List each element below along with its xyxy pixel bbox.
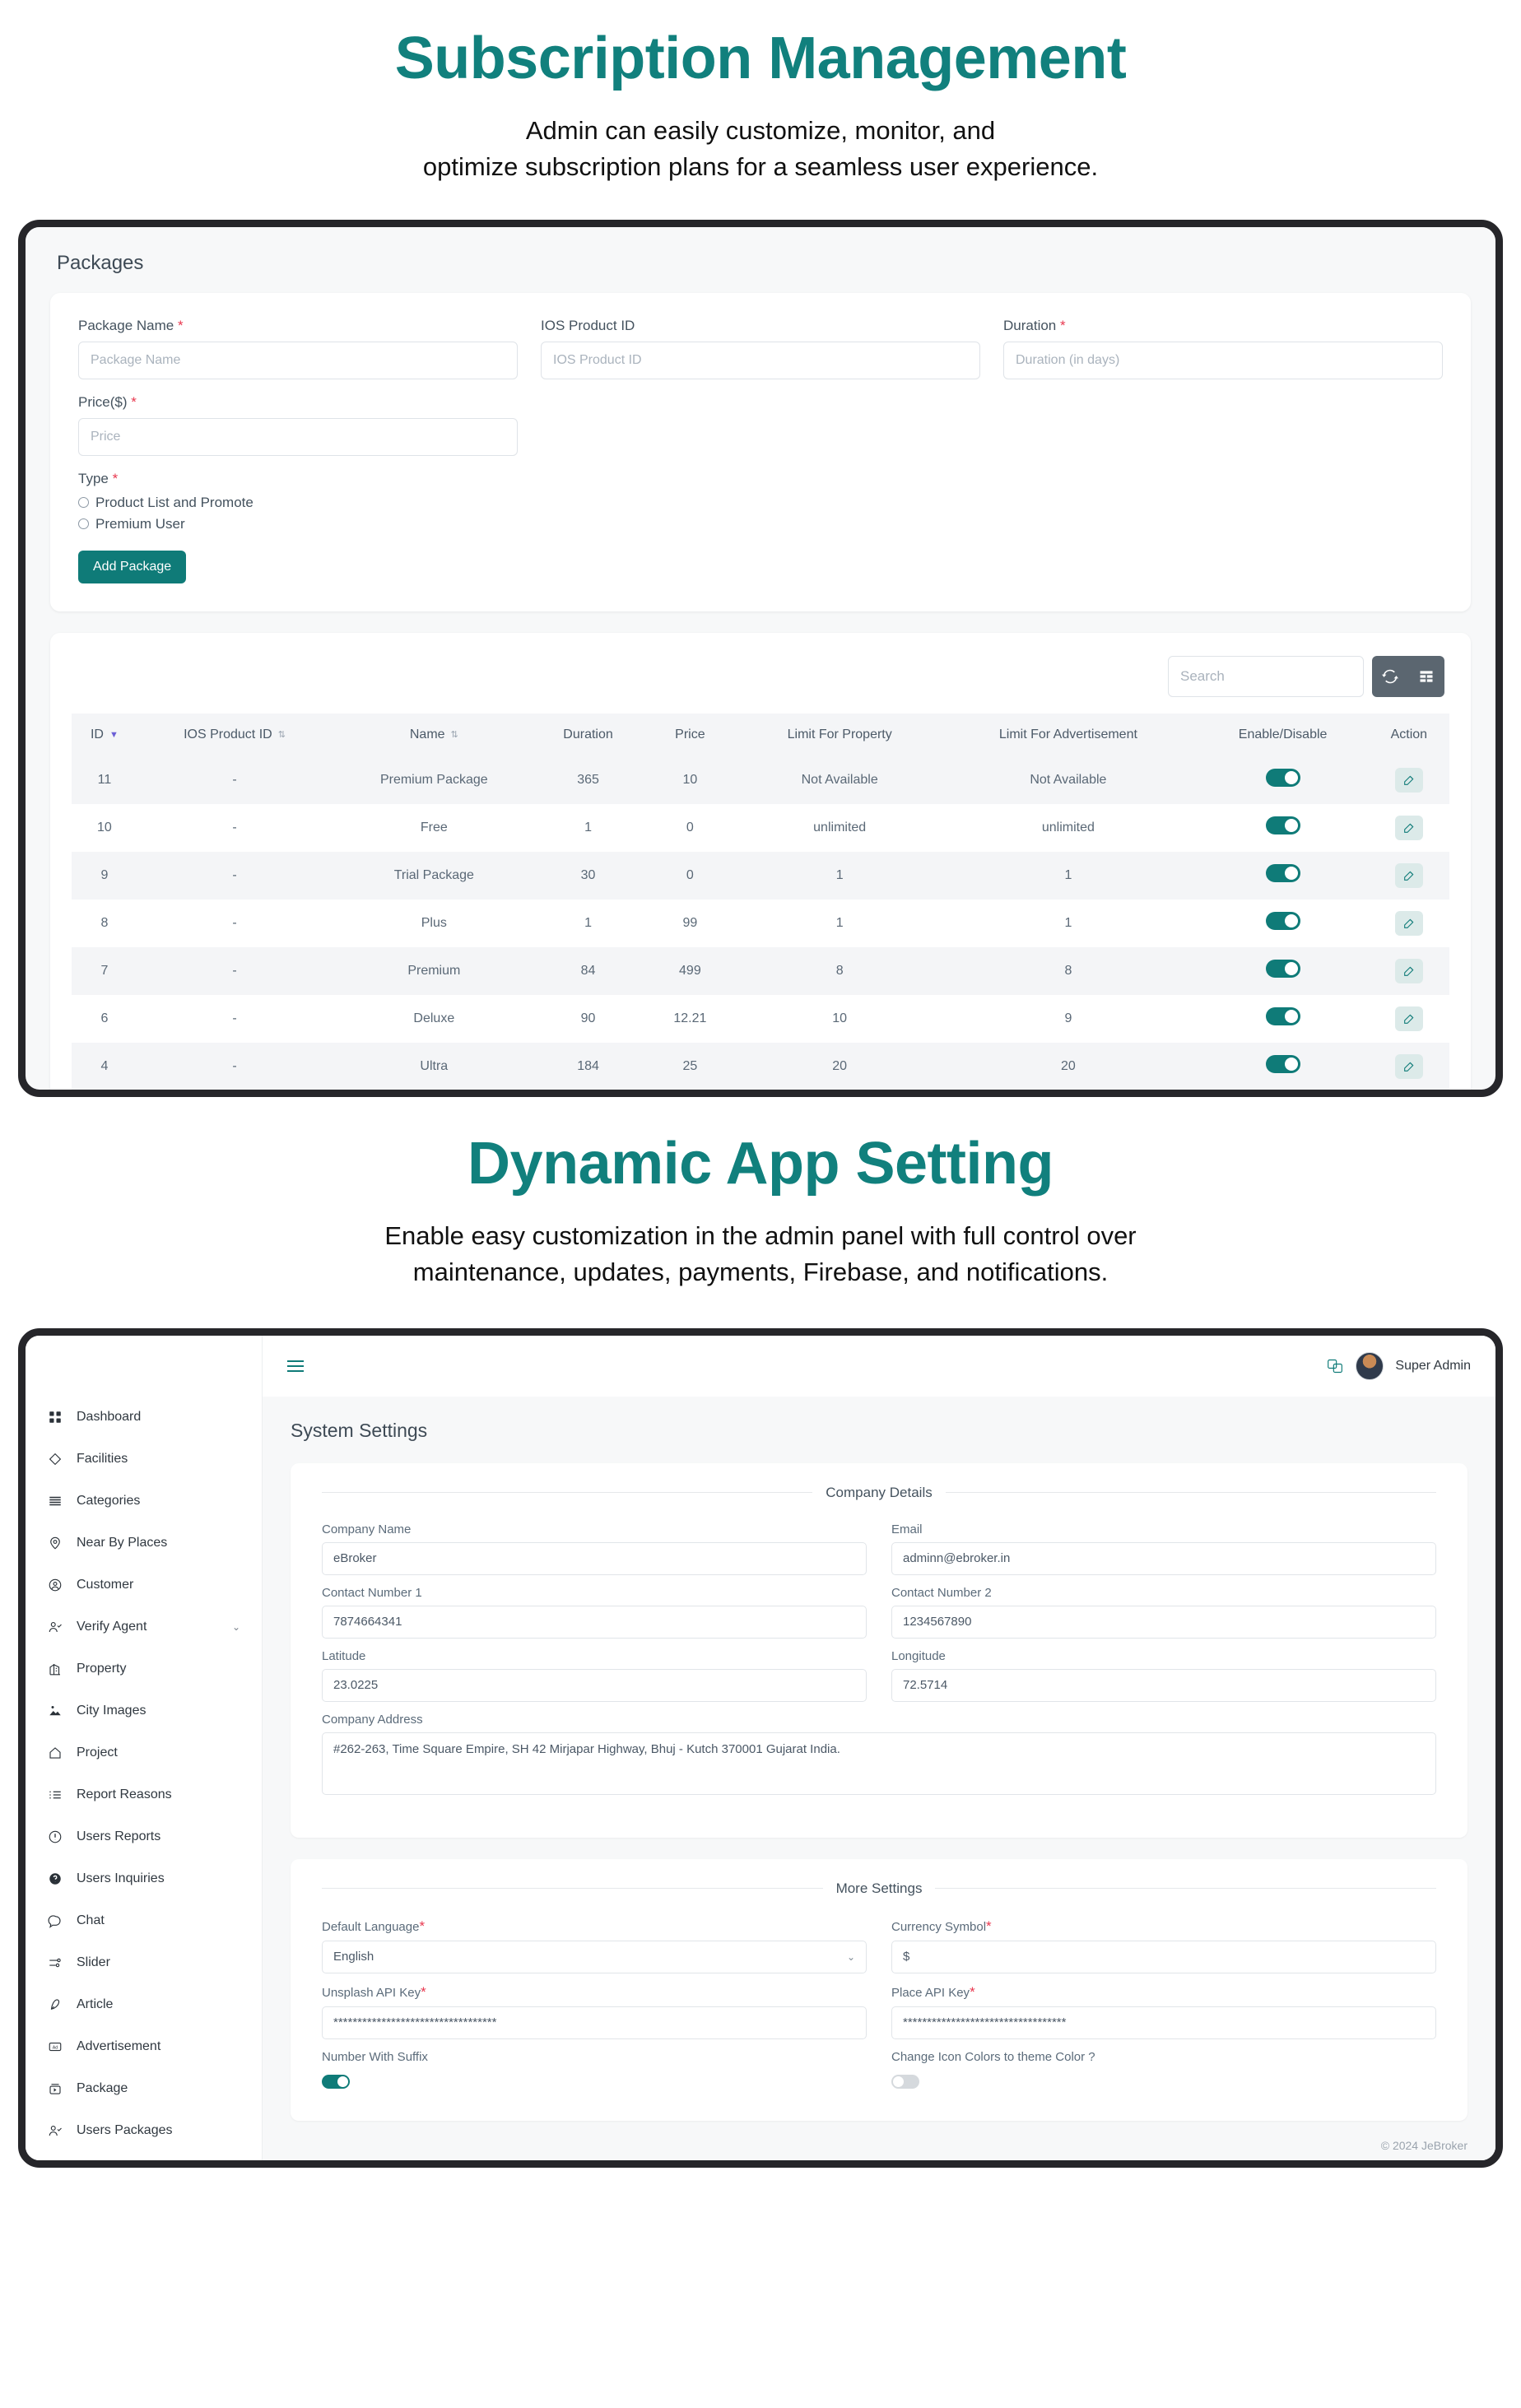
topbar bbox=[263, 1336, 1495, 1397]
sidebar-item-users-inquiries[interactable] bbox=[26, 1858, 262, 1900]
limit-property-cell bbox=[740, 1090, 939, 1097]
enable-disable-toggle[interactable] bbox=[1266, 912, 1300, 930]
edit-icon[interactable] bbox=[1395, 1054, 1423, 1079]
package-name-label bbox=[78, 318, 518, 334]
package-name-label-text: Package Name bbox=[78, 317, 174, 333]
change-icon-colors-label: Change Icon Colors to theme Color ? bbox=[891, 2049, 1095, 2064]
more-settings-legend-text: More Settings bbox=[835, 1880, 923, 1896]
legend-divider-right bbox=[946, 1492, 1436, 1493]
company-details-legend-text: Company Details bbox=[826, 1484, 933, 1500]
price-cell bbox=[640, 1090, 741, 1097]
contact-number-1-label: Contact Number 1 bbox=[322, 1585, 422, 1600]
image-icon bbox=[47, 1703, 63, 1719]
more-settings-row-3 bbox=[322, 2050, 1436, 2093]
radio-unchecked-icon bbox=[78, 497, 89, 508]
enable-disable-toggle[interactable] bbox=[1266, 1007, 1300, 1025]
edit-icon[interactable] bbox=[1395, 768, 1423, 793]
admin-layout bbox=[26, 1336, 1495, 2160]
enable-disable-toggle[interactable] bbox=[1266, 864, 1300, 882]
type-label bbox=[78, 471, 1443, 487]
package-name-input[interactable] bbox=[78, 342, 518, 379]
enable-disable-toggle[interactable] bbox=[1266, 1055, 1300, 1073]
admin-content bbox=[263, 1397, 1495, 2160]
sidebar-item-facilities[interactable] bbox=[26, 1439, 262, 1481]
package-name-cell: Premium bbox=[407, 963, 461, 978]
limit-advertisement-cell: 1 bbox=[1064, 915, 1072, 930]
duration-cell: 1 bbox=[584, 820, 592, 834]
sidebar-item-users-packages[interactable] bbox=[26, 2110, 262, 2152]
sidebar bbox=[26, 1336, 263, 2160]
home-icon bbox=[47, 1745, 63, 1761]
duration-label-text: Duration bbox=[1003, 317, 1057, 333]
unsplash-api-key-input[interactable] bbox=[322, 2006, 867, 2039]
edit-icon[interactable] bbox=[1395, 911, 1423, 936]
package-name-cell: Plus bbox=[421, 915, 447, 930]
number-with-suffix-toggle[interactable] bbox=[322, 2075, 350, 2089]
limit-property-cell: Not Available bbox=[801, 772, 878, 787]
required-asterisk: * bbox=[421, 1983, 426, 2000]
sidebar-item-label: Users Inquiries bbox=[77, 1871, 165, 1886]
package-id-cell: 7 bbox=[100, 963, 109, 978]
package-name-cell: Premium Package bbox=[379, 772, 488, 787]
table-toolbar bbox=[72, 651, 1449, 714]
package-id-cell: 6 bbox=[100, 1011, 109, 1025]
unsplash-api-key-label-text: Unsplash API Key bbox=[322, 1985, 421, 2000]
enable-disable-cell bbox=[1198, 852, 1369, 900]
price-cell: 499 bbox=[679, 963, 701, 978]
type-option-1-label: Product List and Promote bbox=[95, 494, 254, 510]
currency-symbol-input[interactable] bbox=[891, 1941, 1436, 1973]
admin-panel-screenshot-frame bbox=[18, 1328, 1503, 2168]
refresh-icon[interactable] bbox=[1372, 656, 1408, 697]
sidebar-item-label: Facilities bbox=[77, 1452, 128, 1467]
table-row bbox=[72, 756, 1449, 804]
place-api-key-label bbox=[891, 1984, 1436, 2001]
limit-property-cell: 20 bbox=[832, 1058, 848, 1073]
type-label-text: Type bbox=[78, 470, 109, 486]
company-name-field bbox=[322, 1522, 867, 1575]
company-address-label: Company Address bbox=[322, 1712, 423, 1727]
packages-header: Packages bbox=[26, 227, 1495, 293]
limit-advertisement-cell: 8 bbox=[1064, 963, 1072, 978]
language-switch-icon[interactable] bbox=[1326, 1357, 1344, 1375]
company-address-textarea[interactable] bbox=[322, 1732, 1436, 1795]
section-title: Dynamic App Setting bbox=[467, 1130, 1054, 1197]
sort-desc-icon: ▼ bbox=[109, 729, 119, 740]
required-asterisk: * bbox=[986, 1918, 992, 1934]
action-cell bbox=[1369, 804, 1449, 852]
sort-icon: ⇅ bbox=[277, 730, 286, 741]
package-id-cell: 11 bbox=[97, 772, 112, 787]
more-settings-row-2 bbox=[322, 1984, 1436, 2050]
copyright-footer: © 2024 JeBroker bbox=[1380, 2138, 1468, 2152]
sidebar-item-chat[interactable] bbox=[26, 1900, 262, 1942]
table-row bbox=[72, 995, 1449, 1043]
contact-number-2-label: Contact Number 2 bbox=[891, 1585, 992, 1600]
package-name-cell bbox=[332, 1090, 536, 1097]
company-row-1 bbox=[322, 1522, 1436, 1586]
sidebar-item-label: Advertisement bbox=[77, 2039, 161, 2054]
action-cell bbox=[1369, 1090, 1449, 1097]
contact-number-2-input[interactable] bbox=[891, 1606, 1436, 1639]
packages-table bbox=[72, 714, 1449, 1097]
sidebar-item-label: Project bbox=[77, 1746, 118, 1760]
column-header-ios-label: IOS Product ID bbox=[184, 727, 272, 741]
sidebar-item-categories[interactable] bbox=[26, 1481, 262, 1522]
required-asterisk: * bbox=[1060, 317, 1066, 333]
subtitle-line-1: Enable easy customization in the admin panel with full control over bbox=[384, 1220, 1137, 1250]
more-settings-legend bbox=[322, 1880, 1436, 1897]
sidebar-item-label: Package bbox=[77, 2081, 128, 2096]
subtitle-line-2: maintenance, updates, payments, Firebase, and notifications. bbox=[412, 1257, 1109, 1286]
ios-product-id-cell bbox=[137, 1090, 332, 1097]
company-row-2 bbox=[322, 1586, 1436, 1649]
default-language-label-text: Default Language bbox=[322, 1919, 420, 1934]
sidebar-item-project[interactable] bbox=[26, 1732, 262, 1774]
list-lines-icon bbox=[47, 1493, 63, 1509]
change-icon-colors-toggle[interactable] bbox=[891, 2075, 919, 2089]
ios-product-id-field bbox=[541, 318, 980, 379]
email-field bbox=[891, 1522, 1436, 1575]
admin-user-name: Super Admin bbox=[1395, 1358, 1471, 1373]
sidebar-item-label: Property bbox=[77, 1662, 127, 1676]
required-asterisk: * bbox=[177, 317, 184, 333]
duration-cell: 30 bbox=[580, 867, 596, 882]
package-id-cell: 9 bbox=[100, 867, 109, 882]
more-settings-panel bbox=[291, 1859, 1468, 2121]
limit-property-cell: 1 bbox=[835, 867, 844, 882]
limit-advertisement-cell: Not Available bbox=[1030, 772, 1107, 787]
package-id-cell bbox=[72, 1090, 137, 1097]
sidebar-item-slider[interactable] bbox=[26, 1942, 262, 1984]
enable-disable-cell bbox=[1198, 1090, 1369, 1097]
topbar-right bbox=[1326, 1352, 1471, 1380]
limit-advertisement-cell: 20 bbox=[1060, 1058, 1076, 1073]
avatar[interactable] bbox=[1356, 1352, 1384, 1380]
limit-advertisement-cell: 9 bbox=[1064, 1011, 1072, 1025]
sidebar-item-dashboard[interactable] bbox=[26, 1397, 262, 1439]
sidebar-item-package[interactable] bbox=[26, 2068, 262, 2110]
price-cell: 10 bbox=[682, 772, 698, 787]
price-field bbox=[78, 394, 518, 456]
enable-disable-cell bbox=[1198, 947, 1369, 995]
pen-icon bbox=[47, 1997, 63, 2013]
required-asterisk: * bbox=[112, 470, 119, 486]
packages-table-head bbox=[72, 714, 1449, 756]
package-id-cell: 4 bbox=[100, 1058, 109, 1073]
contact-number-1-input[interactable] bbox=[322, 1606, 867, 1639]
longitude-label: Longitude bbox=[891, 1648, 946, 1663]
sidebar-item-label: Report Reasons bbox=[77, 1787, 172, 1802]
svg-text:Ad: Ad bbox=[52, 2045, 58, 2051]
chat-bubble-icon bbox=[47, 1913, 63, 1929]
ios-product-id-cell: - bbox=[232, 867, 237, 882]
enable-disable-cell bbox=[1198, 804, 1369, 852]
ios-product-id-cell: - bbox=[232, 1011, 237, 1025]
duration-cell: 184 bbox=[577, 1058, 599, 1073]
duration-label bbox=[1003, 318, 1443, 334]
price-cell: 0 bbox=[686, 867, 694, 882]
package-name-cell: Ultra bbox=[420, 1058, 449, 1073]
action-cell bbox=[1369, 900, 1449, 947]
chevron-down-icon[interactable]: ⌄ bbox=[231, 1621, 240, 1634]
subtitle-line-2: optimize subscription plans for a seamless user experience. bbox=[422, 151, 1099, 181]
sidebar-item-article[interactable] bbox=[26, 1984, 262, 2026]
chevron-down-icon: ⌄ bbox=[846, 1950, 855, 1963]
price-label bbox=[78, 394, 518, 411]
column-header-duration[interactable]: Duration bbox=[536, 714, 640, 756]
action-cell bbox=[1369, 947, 1449, 995]
limit-property-cell: 10 bbox=[832, 1011, 848, 1025]
duration-field bbox=[1003, 318, 1443, 379]
limit-advertisement-cell: unlimited bbox=[1041, 820, 1095, 834]
package-id-cell: 8 bbox=[100, 915, 109, 930]
sidebar-item-label: Users Reports bbox=[77, 1829, 161, 1844]
sidebar-item-label: City Images bbox=[77, 1704, 147, 1718]
price-label-text: Price($) bbox=[78, 393, 128, 410]
edit-icon[interactable] bbox=[1395, 816, 1423, 840]
bullet-list-icon bbox=[47, 1787, 63, 1803]
package-form-card bbox=[50, 293, 1471, 611]
contact-number-2-field bbox=[891, 1586, 1436, 1639]
number-with-suffix-label: Number With Suffix bbox=[322, 2049, 428, 2064]
package-id-cell: 10 bbox=[97, 820, 112, 834]
sidebar-item-label: Categories bbox=[77, 1494, 141, 1508]
change-icon-colors-field bbox=[891, 2050, 1436, 2093]
action-cell bbox=[1369, 852, 1449, 900]
menu-toggle-icon[interactable] bbox=[287, 1360, 304, 1372]
sidebar-item-property[interactable] bbox=[26, 1648, 262, 1690]
sidebar-item-users-reports[interactable] bbox=[26, 1816, 262, 1858]
type-radio-premium-user[interactable] bbox=[78, 516, 1443, 532]
required-asterisk: * bbox=[970, 1983, 975, 2000]
longitude-field bbox=[891, 1649, 1436, 1702]
place-api-key-label-text: Place API Key bbox=[891, 1985, 970, 2000]
limit-property-cell: 8 bbox=[835, 963, 844, 978]
limit-property-cell: unlimited bbox=[813, 820, 867, 834]
column-header-price[interactable]: Price bbox=[640, 714, 741, 756]
package-name-cell: Trial Package bbox=[393, 867, 474, 882]
column-header-action[interactable]: Action bbox=[1369, 714, 1449, 756]
price-cell: 0 bbox=[686, 820, 694, 834]
default-language-field bbox=[322, 1918, 867, 1973]
latitude-field bbox=[322, 1649, 867, 1702]
required-asterisk: * bbox=[131, 393, 137, 410]
add-package-button[interactable]: Add Package bbox=[78, 551, 186, 583]
place-api-key-field bbox=[891, 1984, 1436, 2039]
company-name-input[interactable] bbox=[322, 1542, 867, 1575]
search-input[interactable] bbox=[1168, 656, 1364, 697]
duration-cell bbox=[536, 1090, 640, 1097]
sidebar-item-near-by-places[interactable] bbox=[26, 1522, 262, 1564]
table-tool-group bbox=[1372, 656, 1444, 697]
type-radio-product-list[interactable] bbox=[78, 495, 1443, 511]
column-header-ios-product-id[interactable] bbox=[137, 714, 332, 756]
column-header-name[interactable] bbox=[332, 714, 536, 756]
enable-disable-toggle[interactable] bbox=[1266, 769, 1300, 787]
column-header-id[interactable] bbox=[72, 714, 137, 756]
edit-icon[interactable] bbox=[1395, 863, 1423, 888]
action-cell bbox=[1369, 1043, 1449, 1090]
sidebar-item-label: Users Packages bbox=[77, 2123, 173, 2138]
sidebar-item-advertisement[interactable] bbox=[26, 2026, 262, 2068]
map-pin-icon bbox=[47, 1535, 63, 1551]
longitude-input[interactable] bbox=[891, 1669, 1436, 1702]
limit-advertisement-cell bbox=[939, 1090, 1197, 1097]
type-field-group bbox=[78, 471, 1443, 532]
table-row bbox=[72, 1043, 1449, 1090]
company-details-panel bbox=[291, 1463, 1468, 1838]
ios-product-id-cell: - bbox=[232, 1058, 237, 1073]
enable-disable-cell bbox=[1198, 1043, 1369, 1090]
sidebar-item-label: Slider bbox=[77, 1955, 110, 1970]
legend-divider-right bbox=[935, 1888, 1436, 1889]
company-name-label: Company Name bbox=[322, 1522, 412, 1536]
legend-divider-left bbox=[322, 1492, 812, 1493]
column-header-name-label: Name bbox=[409, 727, 445, 741]
user-check-icon bbox=[47, 1619, 63, 1635]
user-check-icon bbox=[47, 2122, 63, 2139]
radio-unchecked-icon bbox=[78, 518, 89, 529]
edit-icon[interactable] bbox=[1395, 959, 1423, 983]
number-with-suffix-field bbox=[322, 2050, 867, 2093]
enable-disable-toggle[interactable] bbox=[1266, 816, 1300, 834]
package-name-cell: Deluxe bbox=[413, 1011, 455, 1025]
sidebar-item-label: Customer bbox=[77, 1578, 134, 1592]
admin-main bbox=[263, 1336, 1495, 2160]
alert-circle-icon bbox=[47, 1829, 63, 1845]
currency-symbol-label-text: Currency Symbol bbox=[891, 1919, 987, 1934]
sidebar-item-label: Verify Agent bbox=[77, 1620, 147, 1634]
company-address-field bbox=[322, 1713, 1436, 1799]
ios-product-id-label: IOS Product ID bbox=[541, 317, 635, 333]
sidebar-item-report-reasons[interactable] bbox=[26, 1774, 262, 1816]
sliders-icon bbox=[47, 1955, 63, 1971]
dynamic-app-setting-promo-block bbox=[0, 1097, 1521, 1290]
ad-badge-icon bbox=[47, 2038, 63, 2055]
system-settings-title: System Settings bbox=[291, 1419, 428, 1441]
unsplash-api-key-field bbox=[322, 1984, 867, 2039]
more-settings-row-1 bbox=[322, 1918, 1436, 1984]
table-row bbox=[72, 804, 1449, 852]
sidebar-item-customer[interactable] bbox=[26, 1564, 262, 1606]
table-row bbox=[72, 1090, 1449, 1097]
table-row bbox=[72, 852, 1449, 900]
price-cell: 25 bbox=[682, 1058, 698, 1073]
company-details-legend bbox=[322, 1485, 1436, 1501]
package-name-cell: Free bbox=[420, 820, 448, 834]
currency-symbol-field bbox=[891, 1918, 1436, 1973]
edit-icon[interactable] bbox=[1395, 1006, 1423, 1031]
price-input[interactable] bbox=[78, 418, 518, 456]
enable-disable-cell bbox=[1198, 756, 1369, 804]
package-box-icon bbox=[47, 2080, 63, 2097]
column-visibility-icon[interactable] bbox=[1408, 656, 1444, 697]
default-language-select[interactable] bbox=[322, 1941, 867, 1973]
default-language-label bbox=[322, 1918, 867, 1935]
grid-icon bbox=[47, 1409, 63, 1425]
packages-table-card bbox=[50, 633, 1471, 1097]
packages-table-body bbox=[72, 756, 1449, 1097]
sidebar-item-label: Article bbox=[77, 1997, 114, 2012]
action-cell bbox=[1369, 995, 1449, 1043]
enable-disable-toggle[interactable] bbox=[1266, 960, 1300, 978]
duration-cell: 84 bbox=[580, 963, 596, 978]
sidebar-item-label: Near By Places bbox=[77, 1536, 168, 1550]
company-row-3 bbox=[322, 1649, 1436, 1713]
table-header-row bbox=[72, 714, 1449, 756]
latitude-input[interactable] bbox=[322, 1669, 867, 1702]
type-option-2-label: Premium User bbox=[95, 515, 185, 532]
unsplash-api-key-label bbox=[322, 1984, 867, 2001]
column-header-limit-advertisement[interactable]: Limit For Advertisement bbox=[939, 714, 1197, 756]
subscription-promo-block bbox=[0, 0, 1521, 185]
subtitle-line-1: Admin can easily customize, monitor, and bbox=[525, 115, 996, 145]
contact-number-1-field bbox=[322, 1586, 867, 1639]
required-asterisk: * bbox=[419, 1918, 426, 1934]
column-header-enable-disable[interactable]: Enable/Disable bbox=[1198, 714, 1369, 756]
latitude-label: Latitude bbox=[322, 1648, 366, 1663]
sidebar-item-verify-agent[interactable] bbox=[26, 1606, 262, 1648]
column-header-limit-property[interactable]: Limit For Property bbox=[740, 714, 939, 756]
sidebar-item-label: Dashboard bbox=[77, 1410, 142, 1425]
column-header-id-label: ID bbox=[90, 727, 104, 741]
ios-product-id-cell: - bbox=[232, 772, 237, 787]
building-icon bbox=[47, 1661, 63, 1677]
price-cell: 99 bbox=[682, 915, 698, 930]
currency-symbol-label bbox=[891, 1918, 1436, 1935]
email-label: Email bbox=[891, 1522, 923, 1536]
table-row bbox=[72, 900, 1449, 947]
sidebar-item-label: Chat bbox=[77, 1913, 105, 1928]
ios-product-id-cell: - bbox=[232, 820, 237, 834]
ios-product-id-cell: - bbox=[232, 915, 237, 930]
enable-disable-cell bbox=[1198, 995, 1369, 1043]
limit-advertisement-cell: 1 bbox=[1064, 867, 1072, 882]
ios-product-id-cell: - bbox=[232, 963, 237, 978]
diamond-icon bbox=[47, 1451, 63, 1467]
enable-disable-cell bbox=[1198, 900, 1369, 947]
limit-property-cell: 1 bbox=[835, 915, 844, 930]
sort-icon: ⇅ bbox=[450, 730, 458, 741]
ios-product-id-input[interactable] bbox=[541, 342, 980, 379]
email-input[interactable] bbox=[891, 1542, 1436, 1575]
duration-cell: 365 bbox=[577, 772, 599, 787]
place-api-key-input[interactable] bbox=[891, 2006, 1436, 2039]
default-language-select-wrap bbox=[322, 1941, 867, 1973]
duration-cell: 1 bbox=[584, 915, 592, 930]
packages-screenshot-frame bbox=[18, 220, 1503, 1097]
action-cell bbox=[1369, 756, 1449, 804]
help-circle-icon bbox=[47, 1871, 63, 1887]
duration-cell: 90 bbox=[580, 1011, 596, 1025]
page-title: Subscription Management bbox=[394, 26, 1127, 91]
user-circle-icon bbox=[47, 1577, 63, 1593]
table-row bbox=[72, 947, 1449, 995]
sidebar-item-city-images[interactable] bbox=[26, 1690, 262, 1732]
duration-input[interactable] bbox=[1003, 342, 1443, 379]
package-name-field bbox=[78, 318, 518, 379]
price-cell: 12.21 bbox=[673, 1011, 707, 1025]
legend-divider-left bbox=[322, 1888, 823, 1889]
